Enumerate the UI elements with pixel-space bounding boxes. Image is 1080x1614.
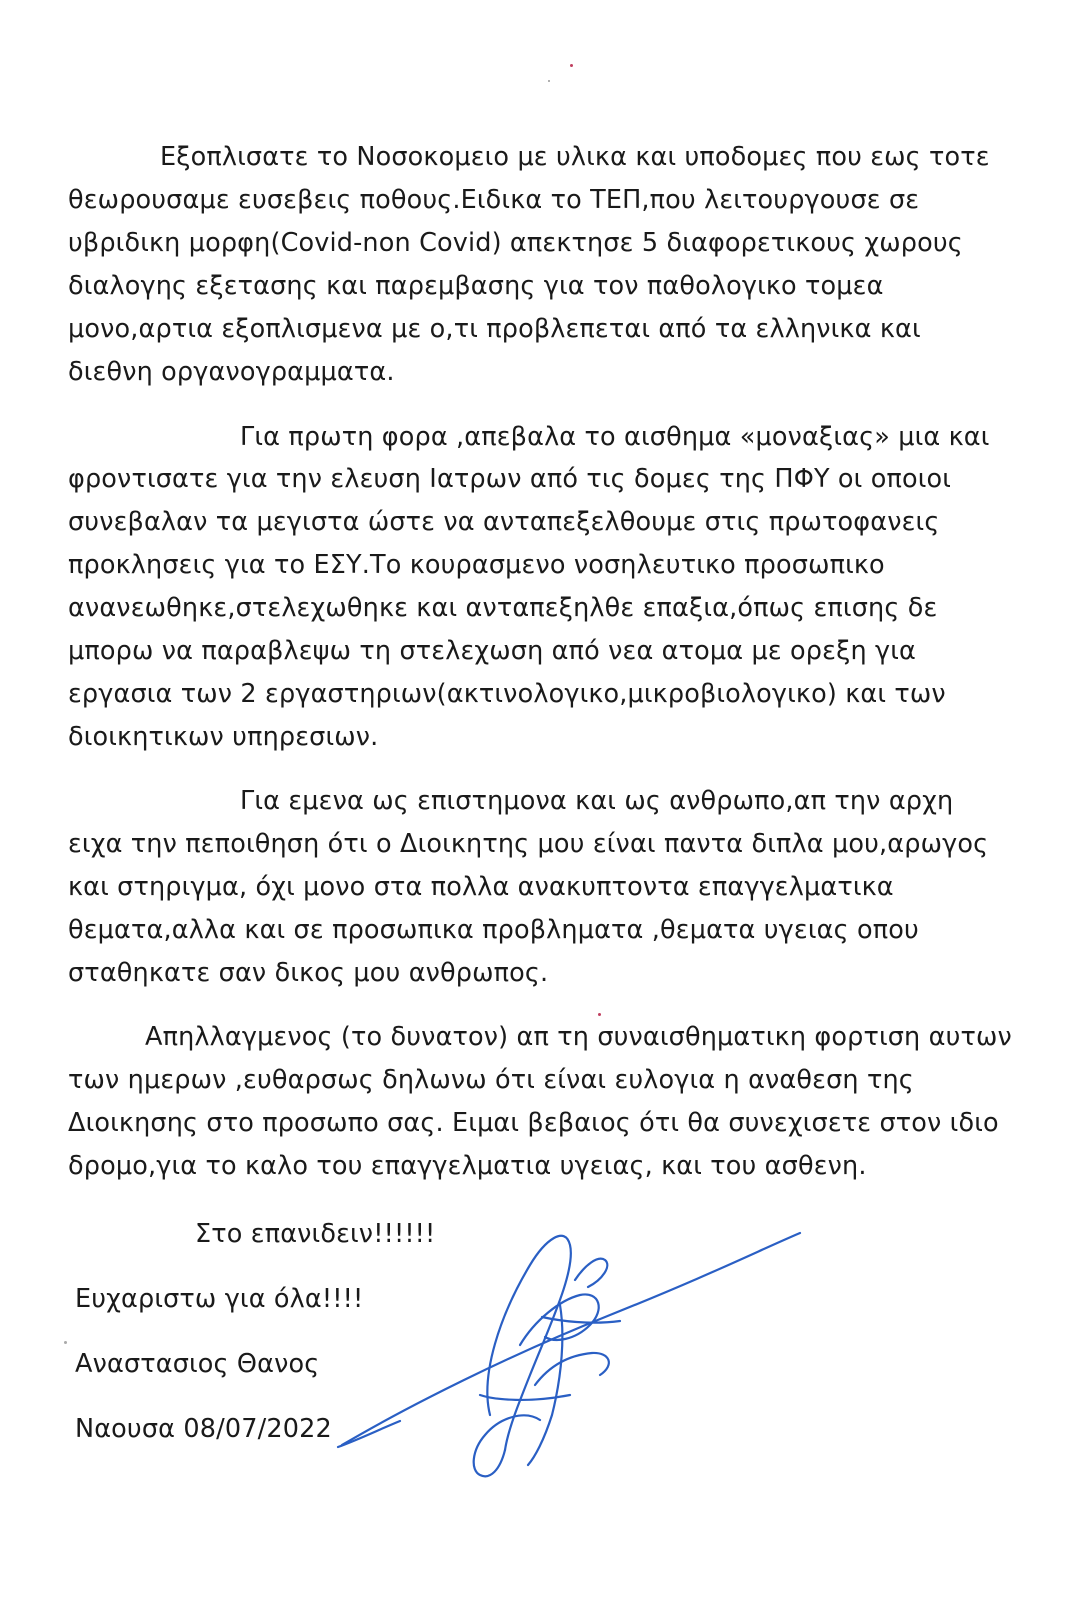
paragraph-1-line-3: υβριδικη μορφη(Covid-non Covid) απεκτησε 5 διαφορετικους χωρους: [68, 228, 963, 258]
paragraph-2-line-4: προκλησεις για το ΕΣΥ.Το κουρασμενο νοσηλευτικο προσωπικο: [68, 550, 885, 580]
paragraph-2-line-3: συνεβαλαν τα μεγιστα ώστε να ανταπεξελθουμε στις πρωτοφανεις: [68, 507, 940, 537]
paragraph-3-line-3: και στηριγμα, όχι μονο στα πολλα ανακυπτοντα επαγγελματικα: [68, 872, 894, 902]
paragraph-1-line-2: θεωρουσαμε ευσεβεις ποθους.Ειδικα το ΤΕΠ,που λειτουργουσε σε: [68, 185, 920, 215]
scan-speck: [64, 1341, 67, 1344]
paragraph-1-line-4: διαλογης εξετασης και παρεμβασης για τον παθολογικο τομεα: [68, 271, 884, 301]
paragraph-2-line-7: εργασια των 2 εργαστηριων(ακτινολογικο,μικροβιολογικο) και των: [68, 679, 946, 709]
paragraph-4-line-4: δρομο,για το καλο του επαγγελματια υγειας, και του ασθενη.: [68, 1151, 867, 1181]
scan-speck: [598, 1013, 601, 1016]
paragraph-1-line-6: διεθνη οργανογραμματα.: [68, 357, 395, 387]
paragraph-3-line-2: ειχα την πεποιθηση ότι ο Διοικητης μου είναι παντα διπλα μου,αρωγος: [68, 829, 989, 859]
paragraph-2-line-1: Για πρωτη φορα ,απεβαλα το αισθημα «μοναξιας» μια και: [240, 422, 990, 452]
paragraph-2-line-2: φροντισατε για την ελευση Ιατρων από τις δομες της ΠΦΥ οι οποιοι: [68, 464, 952, 494]
thanks-line: Ευχαριστω για όλα!!!!: [75, 1284, 364, 1314]
author-name: Αναστασιος Θανος: [75, 1349, 320, 1379]
paragraph-3-line-5: σταθηκατε σαν δικος μου ανθρωπος.: [68, 958, 549, 988]
paragraph-4-line-2: των ημερων ,ευθαρσως δηλωνω ότι είναι ευλογια η αναθεση της: [68, 1065, 914, 1095]
scan-speck: [570, 64, 573, 67]
paragraph-2-line-8: διοικητικων υπηρεσιων.: [68, 722, 379, 752]
paragraph-4-line-1: Απηλλαγμενος (το δυνατον) απ τη συναισθηματικη φορτιση αυτων: [145, 1022, 1012, 1052]
paragraph-4-line-3: Διοικησης στο προσωπο σας. Ειμαι βεβαιος ότι θα συνεχισετε στον ιδιο: [68, 1108, 999, 1138]
paragraph-3-line-4: θεματα,αλλα και σε προσωπικα προβληματα ,θεματα υγειας οπου: [68, 915, 919, 945]
scan-speck: [548, 80, 550, 82]
paragraph-1-line-1: Εξοπλισατε το Νοσοκομειο με υλικα και υποδομες που εως τοτε: [160, 142, 990, 172]
paragraph-2-line-6: μπορω να παραβλεψω τη στελεχωση από νεα ατομα με ορεξη για: [68, 636, 916, 666]
farewell-line: Στο επανιδειν!!!!!!: [195, 1219, 436, 1249]
place-date: Ναουσα 08/07/2022: [75, 1414, 332, 1444]
paragraph-3-line-1: Για εμενα ως επιστημονα και ως ανθρωπο,απ την αρχη: [240, 786, 954, 816]
paragraph-1-line-5: μονο,αρτια εξοπλισμενα με ο,τι προβλεπεται από τα ελληνικα και: [68, 314, 921, 344]
paragraph-2-line-5: ανανεωθηκε,στελεχωθηκε και ανταπεξηλθε επαξια,όπως επισης δε: [68, 593, 938, 623]
handwritten-signature: [330, 1225, 830, 1495]
